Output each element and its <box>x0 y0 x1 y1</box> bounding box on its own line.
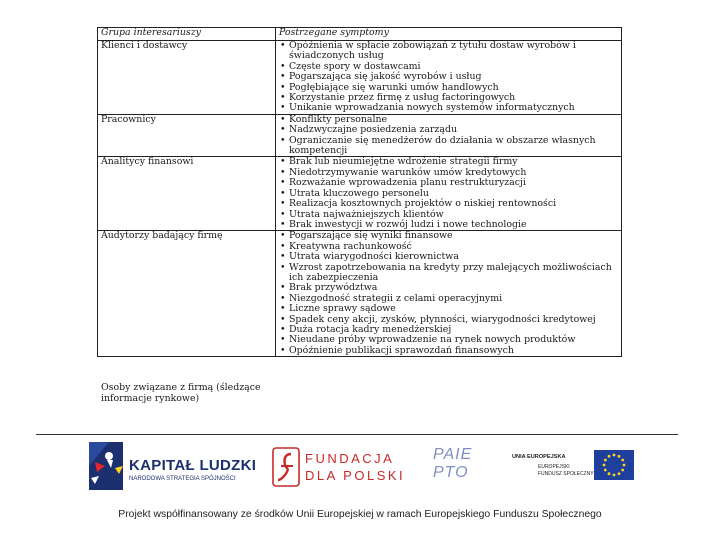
kapital-ludzki-title: KAPITAŁ LUDZKI <box>129 457 257 474</box>
group-label-auditors: Audytorzy badający firmę <box>101 230 223 242</box>
paie-line2: PTO <box>433 464 469 481</box>
list-item: • Duża rotacja kadry menedżerskiej <box>289 325 621 335</box>
kapital-ludzki-subtitle: NARODOWA STRATEGIA SPÓJNOŚCI <box>129 476 236 482</box>
kapital-ludzki-logo <box>85 440 257 496</box>
symptoms-table-container <box>97 27 621 404</box>
group-cell <box>98 230 276 404</box>
eu-line2: EUROPEJSKI <box>538 464 570 470</box>
list-item: • Nieudane próby wprowadzenie na rynek nowych produktów <box>289 335 621 345</box>
paie-logo <box>433 446 483 492</box>
symptom-list <box>279 115 621 157</box>
table-row <box>98 114 622 157</box>
list-item: • Ograniczanie się menedżerów do działania w obszarze własnych kompetencji <box>289 136 621 157</box>
fundacja-emblem-icon <box>272 446 302 490</box>
list-item: • Korzystanie przez firmę z usług factoringowych <box>289 93 621 103</box>
group-cell: Klienci i dostawcy <box>98 41 276 115</box>
table-header-row <box>98 28 622 41</box>
header-stakeholder-group: Grupa interesariuszy <box>98 28 276 41</box>
fundacja-line2: DLA POLSKI <box>305 468 406 483</box>
symptoms-table <box>97 27 622 404</box>
list-item: • Brak przywództwa <box>289 283 621 293</box>
eu-flag-icon <box>594 450 634 480</box>
group-label-related-persons: Osoby związane z firmą (śledzące informacje rynkowe) <box>101 382 261 404</box>
symptoms-cell <box>276 114 622 157</box>
fundacja-dla-polski-logo <box>272 446 412 490</box>
list-item: • Opóźnienie publikacji sprawozdań finansowych <box>289 346 621 356</box>
list-item: • Konflikty personalne <box>289 115 621 125</box>
list-item: • Opóźnienia w spłacie zobowiązań z tytułu dostaw wyrobów i świadczonych usług <box>289 41 621 62</box>
sponsor-logos-bar <box>85 438 635 498</box>
list-item: • Utrata najważniejszych klientów <box>289 210 621 220</box>
eu-line3: FUNDUSZ SPOŁECZNY <box>538 471 594 477</box>
logo-divider <box>36 434 678 435</box>
group-cell: Pracownicy <box>98 114 276 157</box>
symptoms-cell <box>276 231 622 357</box>
list-item: • Utrata kluczowego personelu <box>289 189 621 199</box>
paie-line1: PAIE <box>433 446 473 463</box>
list-item: • Utrata wiarygodności kierownictwa <box>289 252 621 262</box>
cofinancing-footer: Projekt współfinansowany ze środków Unii Europejskiej w ramach Europejskiego Funduszu Społecznego <box>118 509 602 520</box>
list-item: • Wzrost zapotrzebowania na kredyty przy malejących możliwościach ich zabezpieczenia <box>289 263 621 284</box>
list-item: • Niedotrzymywanie warunków umów kredytowych <box>289 168 621 178</box>
list-item: • Realizacja kosztownych projektów o niskiej rentowności <box>289 199 621 209</box>
eu-social-fund-logo <box>509 446 634 488</box>
list-item: • Częste spory w dostawcami <box>289 62 621 72</box>
symptom-list <box>279 231 621 356</box>
header-perceived-symptoms: Postrzegane symptomy <box>276 28 622 41</box>
list-item: • Pogarszająca się jakość wyrobów i usług <box>289 72 621 82</box>
list-item: • Pogarszające się wyniki finansowe <box>289 231 621 241</box>
symptom-list <box>279 41 621 114</box>
list-item: • Kreatywna rachunkowość <box>289 242 621 252</box>
list-item: • Niezgodność strategii z celami operacyjnymi <box>289 294 621 304</box>
table-row <box>98 231 622 357</box>
paie-text <box>433 446 472 482</box>
list-item: • Spadek ceny akcji, zysków, płynności, wiarygodności kredytowej <box>289 315 621 325</box>
fundacja-line1: FUNDACJA <box>305 451 395 466</box>
table-row <box>98 41 622 115</box>
list-item: • Rozważanie wprowadzenia planu restrukturyzacji <box>289 178 621 188</box>
table-row <box>98 157 622 231</box>
list-item: • Nadzwyczajne posiedzenia zarządu <box>289 125 621 135</box>
list-item: • Liczne sprawy sądowe <box>289 304 621 314</box>
list-item: • Brak lub nieumiejętne wdrożenie strategii firmy <box>289 157 621 167</box>
symptom-list <box>279 157 621 230</box>
eu-line1: UNIA EUROPEJSKA <box>512 454 566 460</box>
symptoms-cell <box>276 41 622 115</box>
list-item: • Brak inwestycji w rozwój ludzi i nowe technologie <box>289 220 621 230</box>
list-item: • Pogłębiające się warunki umów handlowych <box>289 83 621 93</box>
kapital-ludzki-emblem-icon <box>85 440 129 496</box>
group-cell: Analitycy finansowi <box>98 157 276 231</box>
list-item: • Unikanie wprowadzania nowych systemów informatycznych <box>289 103 621 113</box>
symptoms-cell <box>276 157 622 231</box>
